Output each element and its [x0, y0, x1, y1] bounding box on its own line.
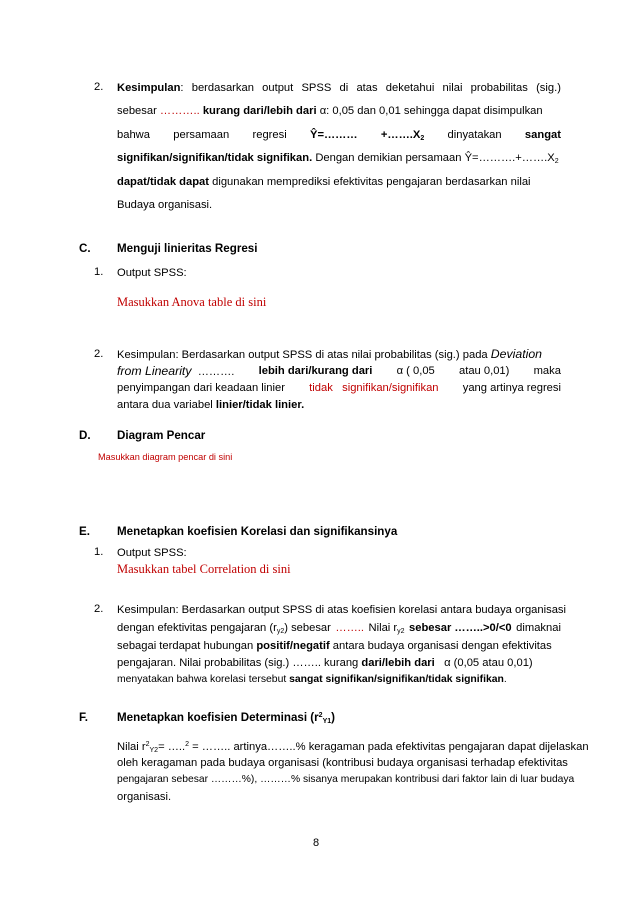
f-line-4: organisasi. — [117, 791, 172, 803]
c-item-2-line-1: Kesimpulan: Berdasarkan output SPSS di atas nilai probabilitas (sig.) pada Deviation — [117, 347, 543, 361]
b2-line-4: signifikan/signifikan/tidak signifikan. Dengan demikian persamaan $Ŷ=\dots\dots\dots.+\dots\dots.X_2$ — [117, 152, 559, 165]
section-c-label: C. — [79, 242, 91, 255]
b2-number: 2. — [94, 81, 104, 93]
section-e-title: Menetapkan koefisien Korelasi dan signifikansinya — [117, 525, 398, 538]
e-item-2-line-5: menyatakan bahwa korelasi tersebut sangat signifikan/signifikan/tidak signifikan. — [117, 674, 507, 685]
c-item-1-text: Output SPSS: — [117, 267, 187, 279]
c-item-2-line-3: penyimpangan dari keadaan linier tidak signifikan/signifikan yang artinya regresi — [117, 382, 561, 394]
e-item-2-number: 2. — [94, 603, 104, 615]
scatter-diagram-placeholder: Masukkan diagram pencar di sini — [98, 452, 233, 462]
e-item-2-line-1: Kesimpulan: Berdasarkan output SPSS di atas koefisien korelasi antara budaya organisasi — [117, 604, 567, 616]
f-line-2: oleh keragaman pada budaya organisasi (kontribusi budaya organisasi terhadap efektivitas — [117, 757, 568, 769]
e-item-2-line-3: sebagai terdapat hubungan positif/negatif antara budaya organisasi dengan efektivitas — [117, 640, 552, 652]
b2-line-3: bahwa persamaan regresi Ŷ=……… $+\dots\dots.X_2$ dinyatakan sangat — [117, 129, 561, 142]
c-item-2-line-4: antara dua variabel linier/tidak linier. — [117, 399, 305, 411]
b2-line-1: Kesimpulan: berdasarkan output SPSS di atas deketahui nilai probabilitas (sig.) — [117, 82, 561, 94]
correlation-table-placeholder: Masukkan tabel Correlation di sini — [117, 562, 291, 576]
f-line-1: Nilai $r^2_{Y2}=$ …..$^2$ = …….. artinya……..% keragaman pada efektivitas pengajaran dapat dijelaskan — [117, 741, 589, 754]
c-item-1-number: 1. — [94, 266, 104, 278]
e-item-1-number: 1. — [94, 546, 104, 558]
c-item-2-line-2: from Linearity ………. lebih dari/kurang dari α ( 0,05 atau 0,01) maka — [117, 364, 561, 378]
e-item-2-line-4: pengajaran. Nilai probabilitas (sig.) …….. kurang dari/lebih dari α (0,05 atau 0,01) — [117, 657, 533, 669]
b2-line-6: Budaya organisasi. — [117, 199, 213, 211]
b2-line-2: sebesar ……….. kurang dari/lebih dari α: 0,05 dan 0,01 sehingga dapat disimpulkan — [117, 105, 543, 117]
e-item-1-text: Output SPSS: — [117, 547, 187, 559]
section-f-label: F. — [79, 711, 89, 724]
c-item-2-number: 2. — [94, 348, 104, 360]
section-d-label: D. — [79, 429, 91, 442]
page-number: 8 — [313, 837, 320, 849]
section-d-title: Diagram Pencar — [117, 429, 206, 442]
b2-line-5: dapat/tidak dapat digunakan memprediksi efektivitas pengajaran berdasarkan nilai — [117, 176, 531, 188]
f-line-3: pengajaran sebesar ………%), ………% sisanya merupakan kontribusi dari faktor lain di luar budaya — [117, 774, 575, 785]
e-item-2-line-2: dengan efektivitas pengajaran $(r_{y2})$ sebesar …….. Nilai $r_{y2}$ sebesar ……..>0/<0 dimaknai — [117, 622, 561, 635]
anova-table-placeholder: Masukkan Anova table di sini — [117, 295, 267, 309]
section-c-title: Menguji linieritas Regresi — [117, 242, 258, 255]
section-e-label: E. — [79, 525, 90, 538]
section-f-title: Menetapkan koefisien Determinasi $(r^2_{Y1})$ — [117, 711, 336, 725]
